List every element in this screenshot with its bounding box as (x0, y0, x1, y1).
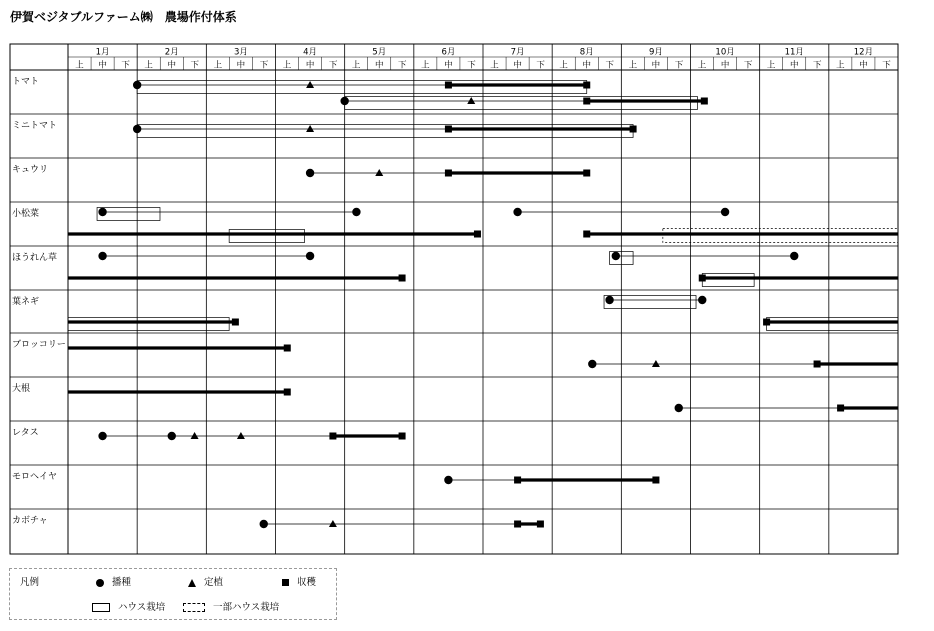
third-label: 中 (859, 60, 868, 71)
sowing-marker (340, 97, 348, 105)
page-title: 伊賀ベジタブルファーム㈱ 農場作付体系 (10, 10, 237, 24)
harvest-marker (537, 521, 544, 528)
third-label: 下 (882, 60, 891, 71)
third-label: 上 (75, 60, 84, 71)
harvest-marker (514, 521, 521, 528)
month-label: 3月 (233, 47, 248, 58)
house-cultivation-box (68, 318, 229, 331)
third-label: 下 (121, 60, 130, 71)
house-cultivation-box (767, 318, 898, 331)
month-label: 11月 (784, 47, 804, 58)
harvest-marker (474, 231, 481, 238)
harvest-marker (329, 433, 336, 440)
third-label: 上 (421, 60, 430, 71)
sowing-marker (133, 125, 141, 133)
house-cultivation-box (229, 230, 304, 243)
legend-sowing-label: 播種 (112, 577, 132, 588)
planting-marker (329, 520, 337, 527)
month-label: 8月 (579, 47, 594, 58)
third-label: 上 (282, 60, 292, 71)
month-label: 7月 (510, 47, 525, 58)
chart-frame (10, 44, 898, 554)
harvest-marker (284, 345, 291, 352)
harvest-marker (630, 126, 637, 133)
month-label: 2月 (164, 47, 179, 58)
legend-planting (188, 574, 223, 588)
harvest-marker (445, 170, 452, 177)
planting-marker (467, 97, 475, 104)
legend-house-label: ハウス栽培 (118, 602, 166, 613)
harvest-marker (814, 361, 821, 368)
crop-name: ミニトマト (12, 121, 58, 131)
harvest-marker (583, 98, 590, 105)
sowing-marker (133, 81, 141, 89)
third-label: 下 (259, 60, 269, 71)
crop-name: レタス (12, 428, 39, 438)
legend-harvest-label: 収穫 (297, 577, 317, 588)
third-label: 中 (305, 60, 315, 71)
house-box-icon (92, 603, 110, 612)
harvest-marker (763, 319, 770, 326)
sowing-marker (98, 208, 106, 216)
sowing-marker (612, 252, 620, 260)
harvest-marker (514, 477, 521, 484)
third-label: 中 (236, 60, 246, 71)
triangle-icon (188, 579, 196, 587)
third-label: 上 (628, 60, 638, 71)
third-label: 中 (374, 60, 384, 71)
third-label: 上 (351, 60, 361, 71)
harvest-marker (399, 433, 406, 440)
harvest-marker (701, 98, 708, 105)
sowing-marker (721, 208, 729, 216)
crop-name: 小松菜 (12, 209, 40, 219)
planting-marker (237, 432, 245, 439)
crop-name: 葉ネギ (12, 297, 40, 307)
harvest-marker (445, 126, 452, 133)
square-icon (282, 579, 289, 586)
third-label: 下 (190, 60, 200, 71)
sowing-marker (260, 520, 268, 528)
third-label: 下 (674, 60, 684, 71)
harvest-marker (652, 477, 659, 484)
sowing-marker (790, 252, 798, 260)
legend-title: 凡例 (20, 577, 40, 588)
circle-icon (96, 579, 104, 587)
house-cultivation-box (345, 97, 698, 110)
sowing-marker (306, 169, 314, 177)
house-cultivation-box (97, 208, 160, 221)
sowing-marker (605, 296, 613, 304)
harvest-marker (284, 389, 291, 396)
third-label: 下 (398, 60, 407, 71)
third-label: 中 (582, 60, 592, 71)
sowing-marker (513, 208, 521, 216)
harvest-marker (583, 170, 590, 177)
planting-marker (191, 432, 199, 439)
third-label: 下 (605, 60, 615, 71)
crop-name: カボチャ (12, 516, 48, 526)
harvest-marker (699, 275, 706, 282)
sowing-marker (306, 252, 314, 260)
third-label: 上 (697, 60, 707, 71)
planting-marker (306, 81, 314, 88)
sowing-marker (98, 252, 106, 260)
house-cultivation-box (137, 81, 587, 94)
house-cultivation-box (604, 296, 696, 309)
house-cultivation-box (137, 125, 633, 138)
third-label: 中 (651, 60, 661, 71)
sowing-marker (675, 404, 683, 412)
sowing-marker (98, 432, 106, 440)
third-label: 上 (213, 60, 223, 71)
legend-sowing (96, 574, 131, 588)
third-label: 上 (490, 60, 499, 71)
month-label: 9月 (648, 47, 663, 58)
third-label: 下 (743, 60, 753, 71)
harvest-marker (583, 231, 590, 238)
third-label: 下 (328, 60, 338, 71)
third-label: 上 (559, 60, 568, 71)
sowing-marker (444, 476, 452, 484)
third-label: 下 (467, 60, 476, 71)
sowing-marker (588, 360, 596, 368)
sowing-marker (352, 208, 360, 216)
legend (9, 568, 337, 620)
harvest-marker (232, 319, 239, 326)
sowing-marker (698, 296, 706, 304)
crop-name: モロヘイヤ (12, 472, 58, 482)
third-label: 中 (98, 60, 107, 71)
legend-partial-house (183, 599, 279, 613)
harvest-marker (583, 82, 590, 89)
third-label: 上 (766, 60, 776, 71)
planting-marker (375, 169, 383, 176)
third-label: 中 (167, 60, 177, 71)
planting-marker (306, 125, 314, 132)
house-cultivation-box (702, 274, 754, 287)
sowing-marker (168, 432, 176, 440)
crop-name: ほうれん草 (12, 253, 58, 263)
month-label: 12月 (853, 47, 874, 58)
planting-marker (652, 360, 660, 367)
harvest-marker (837, 405, 844, 412)
third-label: 下 (536, 60, 545, 71)
third-label: 中 (513, 60, 522, 71)
legend-harvest (282, 574, 316, 588)
third-label: 上 (144, 60, 153, 71)
legend-partial-house-label: 一部ハウス栽培 (213, 602, 280, 613)
third-label: 中 (444, 60, 453, 71)
dashed-box-icon (183, 603, 205, 612)
crop-name: トマト (12, 77, 40, 87)
legend-house (92, 599, 165, 613)
month-label: 6月 (441, 47, 456, 58)
crop-name: キュウリ (12, 165, 49, 175)
crop-name: 大根 (12, 384, 31, 394)
month-label: 4月 (303, 47, 318, 58)
third-label: 下 (813, 60, 822, 71)
harvest-marker (445, 82, 452, 89)
crop-name: ブロッコリー (12, 340, 66, 350)
harvest-marker (399, 275, 406, 282)
third-label: 中 (720, 60, 730, 71)
month-label: 10月 (715, 47, 735, 58)
third-label: 上 (836, 60, 845, 71)
month-label: 1月 (95, 47, 110, 58)
third-label: 中 (789, 60, 799, 71)
legend-planting-label: 定植 (204, 577, 224, 588)
month-label: 5月 (372, 47, 387, 58)
